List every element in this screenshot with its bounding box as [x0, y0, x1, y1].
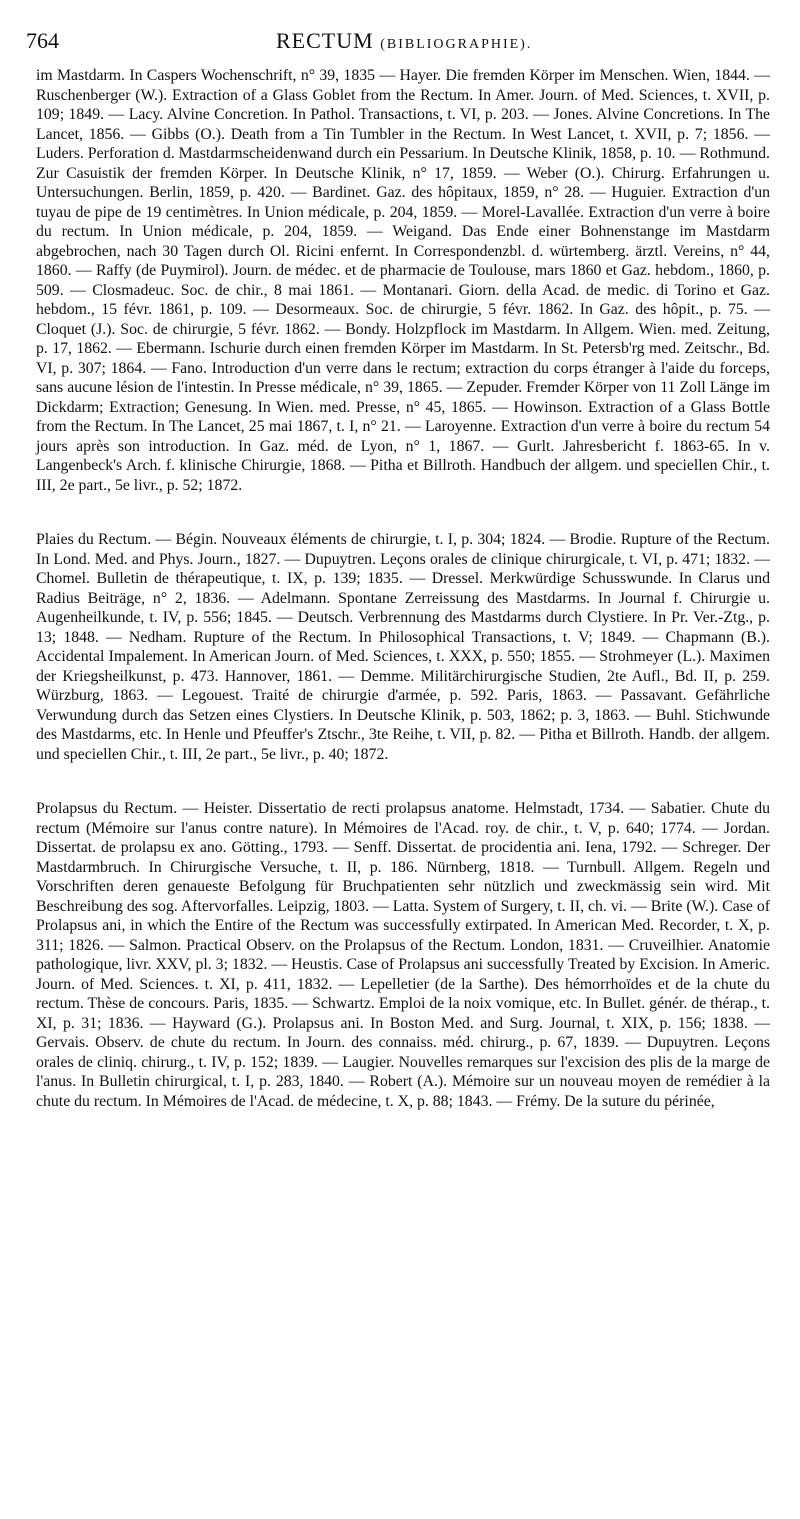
bibliography-paragraph-prolapse: [36, 799, 770, 1111]
bibliography-body: [36, 66, 770, 1111]
bibliography-paragraph-wounds: [36, 530, 770, 764]
section-text: — Bégin. Nouveaux éléments de chirurgie, t. I, p. 304; 1824. — Brodie. Rupture of the Rectum. In Lond. Med. and Phys. Journ., 1827. — Dupuytren. Leçons orales de clinique chirurgicale, t. VI, p. 471; 1832. — Chomel. Bulletin de thérapeutique, t. IX, p. 139; 1835. — Dressel. Merkwürdige Schusswunde. In Clarus und Radius Beiträge, n° 2, 1836. — Adelmann. Spontane Zerreissung des Mastdarms. In Journal f. Chirurgie u. Augenheilkunde, t. IV, p. 556; 1845. — Deutsch. Verbrennung des Mastdarms durch Clystiere. In Pr. Ver.-Ztg., p. 13; 1848. — Nedham. Rupture of the Rectum. In Philosophical Transactions, t. V; 1849. — Chapmann (B.). Accidental Impalement. In American Journ. of Med. Sciences, t. XXX, p. 550; 1855. — Strohmeyer (L.). Maximen der Kriegsheilkunst, p. 473. Hannover, 1861. — Demme. Militärchirurgische Studien, 2te Aufl., Bd. II, p. 259. Würzburg, 1863. — Legouest. Traité de chirurgie d'armée, p. 592. Paris, 1863. — Passavant. Gefährliche Verwundung durch das Setzen eines Clystiers. In Deutsche Klinik, p. 503, 1862; p. 3, 1863. — Buhl. Stichwunde des Mastdarms, etc. In Henle und Pfeuffer's Ztschr., 3te Reihe, t. VII, p. 82. — Pitha et Billroth. Handb. der allgem. und speciellen Chir., t. III, 2e part., 5e livr., p. 40; 1872.: [36, 531, 770, 763]
running-title-main: RECTUM: [276, 28, 374, 53]
running-title-subtitle: (BIBLIOGRAPHIE).: [380, 37, 533, 52]
running-title: [276, 28, 532, 54]
section-title-plaies: Plaies du Rectum.: [36, 531, 152, 548]
section-title-prolapsus: Prolapsus du Rectum.: [36, 800, 178, 817]
section-text: im Mastdarm. In Caspers Wochenschrift, n° 39, 1835 — Hayer. Die fremden Körper im Menschen. Wien, 1844. — Ruschenberger (W.). Extraction of a Glass Goblet from the Rectum. In Amer. Journ. of Med. Sciences, t. XVII, p. 109; 1849. — Lacy. Alvine Concretion. In Pathol. Transactions, t. VI, p. 203. — Jones. Alvine Concretions. In The Lancet, 1856. — Gibbs (O.). Death from a Tin Tumbler in the Rectum. In West Lancet, t. XVII, p. 7; 1856. — Luders. Perforation d. Mastdarmscheidenwand durch ein Pessarium. In Deutsche Klinik, 1858, p. 10. — Rothmund. Zur Casuistik der fremden Körper. In Deutsche Klinik, n° 17, 1859. — Weber (O.). Chirurg. Erfahrungen u. Untersuchungen. Berlin, 1859, p. 420. — Bardinet. Gaz. des hôpitaux, 1859, n° 28. — Huguier. Extraction d'un tuyau de pipe de 19 centimètres. In Union médicale, p. 204, 1859. — Morel-Lavallée. Extraction d'un verre à boire du rectum. In Union médicale, p. 204, 1859. — Weigand. Das Ende einer Bohnenstange im Mastdarm abgebrochen, nach 30 Tagen durch Ol. Ricini enfernt. In Correspondenzbl. d. würtemberg. ärztl. Vereins, n° 44, 1860. — Raffy (de Puymirol). Journ. de médec. et de pharmacie de Toulouse, mars 1860 et Gaz. hebdom., 1860, p. 509. — Closmadeuc. Soc. de chir., 8 mai 1861. — Montanari. Giorn. della Acad. de medic. di Torino et Gaz. hebdom., 15 févr. 1861, p. 109. — Desormeaux. Soc. de chirurgie, 5 févr. 1862. In Gaz. des hôpit., p. 75. — Cloquet (J.). Soc. de chirurgie, 5 févr. 1862. — Bondy. Holzpflock im Mastdarm. In Allgem. Wien. med. Zeitung, p. 17, 1862. — Ebermann. Ischurie durch einen fremden Körper im Mastdarm. In St. Petersb'rg med. Zeitschr., Bd. VI, p. 307; 1864. — Fano. Introduction d'un verre dans le rectum; extraction du corps étranger à l'aide du forceps, sans aucune lésion de l'intestin. In Presse médicale, n° 39, 1865. — Zepuder. Fremder Körper von 11 Zoll Länge im Dickdarm; Extraction; Genesung. In Wien. med. Presse, n° 45, 1865. — Howinson. Extraction of a Glass Bottle from the Rectum. In The Lancet, 25 mai 1867, t. I, n° 21. — Laroyenne. Extraction d'un verre à boire du rectum 54 jours après son introduction. In Gaz. méd. de Lyon, n° 1, 1867. — Gurlt. Jahresbericht f. 1863-65. In v. Langenbeck's Arch. f. klinische Chirurgie, 1868. — Pitha et Billroth. Handbuch der allgem. und speciellen Chir., t. III, 2e part., 5e livr., p. 52; 1872.: [36, 67, 770, 494]
page-header: [26, 28, 766, 58]
bibliography-paragraph-foreign-bodies: [36, 66, 770, 495]
page-number: 764: [26, 28, 59, 53]
section-text: — Heister. Dissertatio de recti prolapsus anatome. Helmstadt, 1734. — Sabatier. Chute du rectum (Mémoire sur l'anus contre nature). In Mémoires de l'Acad. roy. de chir., t. V, p. 640; 1774. — Jordan. Dissertat. de prolapsu ex ano. Götting., 1793. — Senff. Dissertat. de procidentia ani. Iena, 1792. — Schreger. Der Mastdarmbruch. In Chirurgische Versuche, t. II, p. 186. Nürnberg, 1818. — Turnbull. Allgem. Regeln und Vorschriften deren genaueste Befolgung für Bruchpatienten sehr nützlich und zweckmässig sein wird. Mit Beschreibung des sog. Aftervorfalles. Leipzig, 1803. — Latta. System of Surgery, t. II, ch. vi. — Brite (W.). Case of Prolapsus ani, in which the Entire of the Rectum was successfully extirpated. In American Med. Recorder, t. X, p. 311; 1826. — Salmon. Practical Observ. on the Prolapsus of the Rectum. London, 1831. — Cruveilhier. Anatomie pathologique, livr. XXV, pl. 3; 1832. — Heustis. Case of Prolapsus ani successfully Treated by Excision. In Americ. Journ. of Med. Sciences. t. XI, p. 411, 1832. — Lepelletier (de la Sarthe). Des hémorrhoïdes et de la chute du rectum. Thèse de concours. Paris, 1835. — Schwartz. Emploi de la noix vomique, etc. In Bullet. génér. de thérap., t. XI, p. 31; 1836. — Hayward (G.). Prolapsus ani. In Boston Med. and Surg. Journal, t. XIX, p. 156; 1838. — Gervais. Observ. de chute du rectum. In Journ. des connaiss. méd. chirurg., p. 67, 1839. — Dupuytren. Leçons orales de cliniq. chirurg., t. IV, p. 152; 1839. — Laugier. Nouvelles remarques sur l'excision des plis de la marge de l'anus. In Bulletin chirurgical, t. I, p. 283, 1840. — Robert (A.). Mémoire sur un nouveau moyen de remédier à la chute du rectum. In Mémoires de l'Acad. de médecine, t. X, p. 88; 1843. — Frémy. De la suture du périnée,: [36, 800, 770, 1110]
